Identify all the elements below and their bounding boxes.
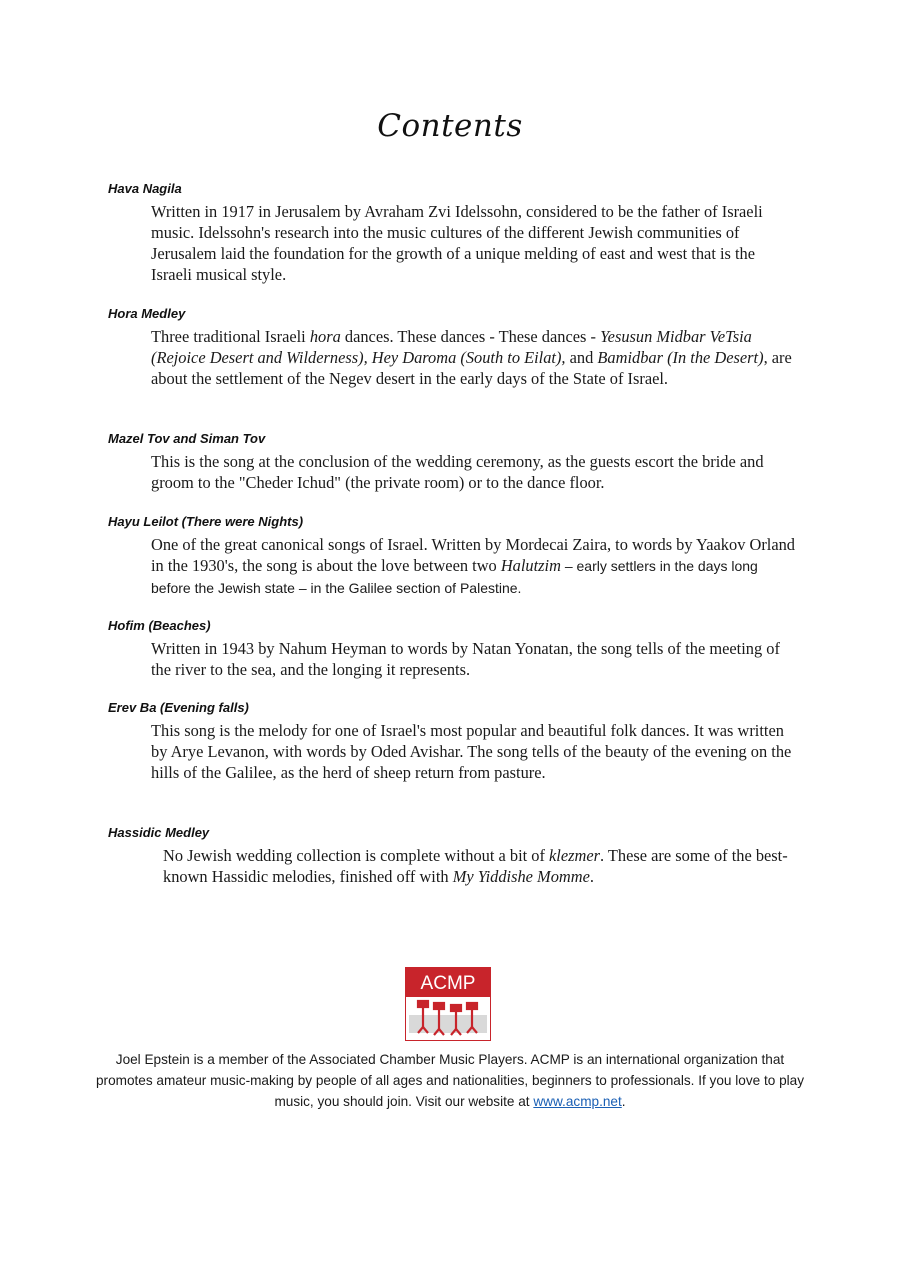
- section-heading: Hora Medley: [108, 306, 186, 321]
- footer-note: Joel Epstein is a member of the Associated Chamber Music Players. ACMP is an international organization that promotes amateur music-making by people of all ages and nationalities, beginners to professionals. If you love to play music, you should join. Visit our website at www.acmp.net.: [95, 1052, 805, 1109]
- section-heading: Hayu Leilot (There were Nights): [108, 514, 304, 529]
- section-heading: Hava Nagila: [108, 181, 182, 196]
- section-heading: Erev Ba (Evening falls): [108, 700, 249, 715]
- section-body: Three traditional Israeli hora dances. These dances - These dances - Yesusun Midbar VeTsia (Rejoice Desert and Wilderness), Hey Daroma (South to Eilat), and Bamidbar (In the Desert), are about the settlement of the Negev desert in the early days of the State of Israel.: [151, 327, 792, 388]
- section-mazel-tov: [108, 431, 798, 493]
- section-hayu-leilot: [108, 514, 798, 599]
- acmp-logo: [405, 967, 491, 1041]
- section-heading: Hofim (Beaches): [108, 618, 211, 633]
- section-body: This song is the melody for one of Israel's most popular and beautiful folk dances. It was written by Arye Levanon, with words by Oded Avishar. The song tells of the beauty of the evening on the hills of the Galilee, as the herd of sheep return from pasture.: [151, 721, 792, 782]
- section-hassidic-medley: [108, 825, 798, 887]
- section-body: One of the great canonical songs of Israel. Written by Mordecai Zaira, to words by Yaakov Orland in the 1930's, the song is about the love between two Halutzim – early settlers in the days long before the Jewish state – in the Galilee section of Palestine.: [151, 535, 796, 596]
- section-hava-nagila: [108, 181, 798, 285]
- section-hora-medley: [108, 306, 798, 389]
- section-hofim: [108, 618, 798, 680]
- section-body: Written in 1917 in Jerusalem by Avraham Zvi Idelssohn, considered to be the father of Israeli music. Idelssohn's research into the music cultures of the different Jewish communities of Jerusalem laid the foundation for the growth of a unique melding of east and west that is the Israeli musical style.: [151, 202, 763, 284]
- page-title: Contents: [377, 108, 523, 144]
- section-body: Written in 1943 by Nahum Heyman to words by Natan Yonatan, the song tells of the meeting of the river to the sea, and the longing it represents.: [151, 639, 780, 679]
- section-body: This is the song at the conclusion of the wedding ceremony, as the guests escort the bride and groom to the "Cheder Ichud" (the private room) or to the dance floor.: [151, 452, 764, 492]
- section-heading: Hassidic Medley: [108, 825, 210, 840]
- section-heading: Mazel Tov and Siman Tov: [108, 431, 266, 446]
- section-body: No Jewish wedding collection is complete without a bit of klezmer. These are some of the best-known Hassidic melodies, finished off with My Yiddishe Momme.: [163, 846, 788, 886]
- footer-text: Joel Epstein is a member of the Associated Chamber Music Players. ACMP is an international organization that promotes amateur music-making by people of all ages and nationalities, beginners to professionals. If you love to play music, you should join. Visit our website at: [95, 1052, 805, 1109]
- acmp-website-link[interactable]: www.acmp.net: [533, 1094, 622, 1109]
- section-erev-ba: [108, 700, 798, 783]
- logo-text: ACMP: [420, 973, 476, 994]
